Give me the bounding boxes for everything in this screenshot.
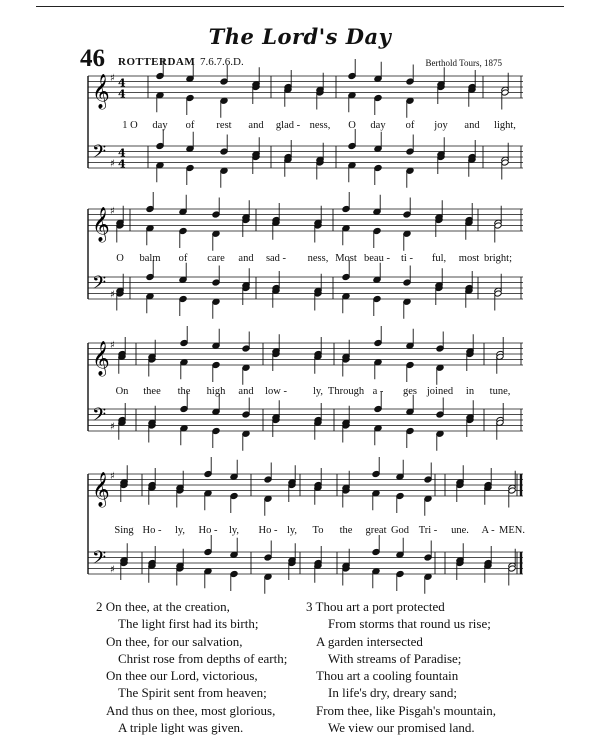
verse-line: And thus on thee, most glorious, [106,702,276,718]
verse-line: A triple light was given. [118,720,244,736]
key-signature-sharp-icon: ♯ [110,73,115,84]
lyric-syllable: the [339,525,353,536]
lyric-syllable: sad - [265,253,287,264]
lyric-syllable: day [152,120,168,131]
lyric-syllable: the [177,386,191,397]
bass-clef-icon: 𝄢 [92,273,107,298]
key-signature-sharp-icon: ♯ [110,564,115,576]
verse-line: On thee our Lord, victorious, [106,668,258,684]
lyric-syllable: Sing [114,525,134,536]
meter: 7.6.7.6.D. [200,56,244,68]
verse-line: On thee, for our salvation, [106,633,243,649]
lyric-syllable: beau - [364,253,390,264]
lyric-syllable: and [248,120,264,131]
treble-clef-icon: 𝄞 [92,341,110,376]
lyric-syllable: rest [216,120,232,131]
time-signature-numerator: 4 [118,146,126,160]
lyric-row [0,120,600,134]
lyric-syllable: ness, [309,120,331,131]
verse-line: A garden intersected [316,633,423,649]
treble-clef-icon: 𝄞 [92,207,110,242]
lyric-syllable: ful, [431,253,447,264]
treble-clef-icon: 𝄞 [92,74,110,109]
verse-line: The Spirit sent from heaven; [118,685,267,701]
verse-line: 2 On thee, at the creation, [96,599,230,614]
verse-line: In life's dry, dreary sand; [328,685,457,701]
hymn-number: 46 [80,45,105,72]
verse-line: From storms that round us rise; [328,616,491,632]
time-signature-numerator: 4 [118,76,126,90]
lyric-syllable: ly, [174,525,186,536]
lyric-syllable: low - [265,386,287,397]
verse-line: Christ rose from depths of earth; [118,650,288,666]
lyric-syllable: most [458,253,480,264]
tune-name: ROTTERDAM [118,56,196,68]
lyric-syllable: and [238,253,254,264]
key-signature-sharp-icon: ♯ [110,340,115,351]
lyric-syllable: joined [426,386,454,397]
lyric-row [0,525,600,539]
verse-line: We view our promised land. [328,720,475,736]
lyric-syllable: ges [403,386,417,397]
lyric-syllable: glad - [275,120,301,131]
lyric-syllable: high [206,386,226,397]
lyric-row [0,253,600,267]
lyric-syllable: and [238,386,254,397]
lyric-syllable: light, [494,120,516,131]
lyric-syllable: Through [327,386,365,397]
lyric-syllable: une. [451,525,469,536]
lyric-syllable: ti - [401,253,413,264]
verse-line: With streams of Paradise; [328,650,462,666]
lyric-syllable: joy [434,120,448,131]
treble-clef-icon: 𝄞 [92,472,110,507]
verse-line: 3 Thou art a port protected [306,599,445,614]
lyric-syllable: bright; [484,253,512,264]
verse-number: 2 [96,599,103,614]
lyric-syllable: A - [481,525,495,536]
lyric-syllable: On [115,386,129,397]
lyric-syllable: God [390,525,410,536]
key-signature-sharp-icon: ♯ [110,289,115,301]
verse-line: The light first had its birth; [118,616,259,632]
lyric-syllable: ly, [312,386,324,397]
verse-2 [96,598,287,736]
hymn-title: The Lord's Day [208,24,392,49]
lyric-syllable: great [365,525,387,536]
lyric-syllable: 1 O [122,120,138,131]
lyric-syllable: ly, [228,525,240,536]
lyric-syllable: balm [139,253,161,264]
bass-clef-icon: 𝄢 [92,548,107,573]
lyric-syllable: Ho - [258,525,278,536]
lyric-syllable: and [464,120,480,131]
lyric-syllable: ly, [286,525,298,536]
bass-clef-icon: 𝄢 [92,405,107,430]
verse-line: Thou art a cooling fountain [316,668,459,684]
lyric-syllable: ness, [307,253,329,264]
lyric-syllable: tune, [489,386,511,397]
lyric-syllable: Most [335,253,357,264]
bass-clef-icon: 𝄢 [92,142,107,167]
lyric-syllable: Tri - [418,525,438,536]
verse-line: From thee, like Pisgah's mountain, [316,702,496,718]
lyric-syllable: of [405,120,415,131]
key-signature-sharp-icon: ♯ [110,158,115,170]
key-signature-sharp-icon: ♯ [110,421,115,433]
lyric-syllable: of [178,253,188,264]
lyric-syllable: O [348,120,356,131]
lyric-syllable: thee [143,386,161,397]
time-signature-denominator: 4 [118,157,126,171]
time-signature-denominator: 4 [118,87,126,101]
lyric-syllable: Ho - [198,525,218,536]
verse-3 [306,598,496,736]
lyric-syllable: in [465,386,475,397]
lyric-row [0,386,600,400]
lyric-syllable: To [312,525,324,536]
lyric-syllable: Ho - [142,525,162,536]
lyric-syllable: O [116,253,124,264]
key-signature-sharp-icon: ♯ [110,206,115,217]
lyric-syllable: MEN. [499,525,525,536]
lyric-syllable: care [207,253,225,264]
composer-credit: Berthold Tours, 1875 [425,58,502,68]
lyric-syllable: day [370,120,386,131]
lyric-syllable: a - [372,386,384,397]
lyric-syllable: of [185,120,195,131]
verse-number: 3 [306,599,313,614]
key-signature-sharp-icon: ♯ [110,471,115,482]
